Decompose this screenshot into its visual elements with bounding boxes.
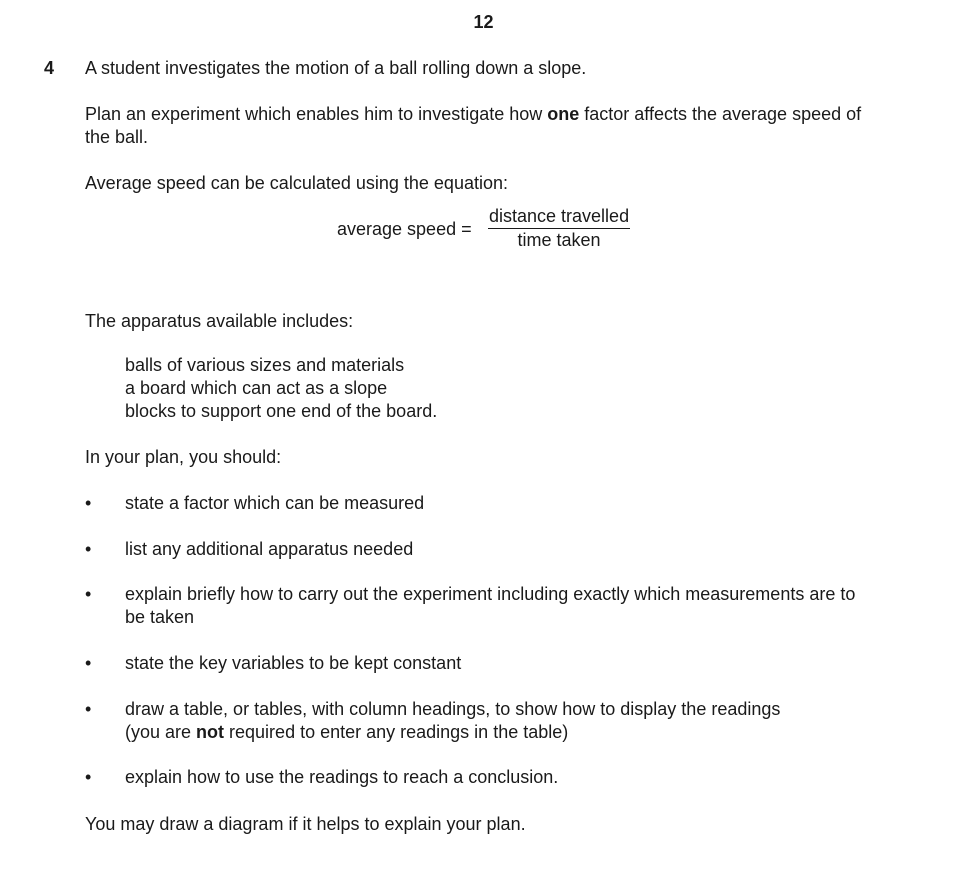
bullet-icon: • — [85, 584, 92, 604]
bullet-icon: • — [85, 699, 92, 719]
plan-requirements-intro: In your plan, you should: — [85, 447, 282, 467]
bullet-icon: • — [85, 653, 92, 673]
equation-fraction — [488, 205, 630, 252]
closing-instruction: You may draw a diagram if it helps to explain your plan. — [85, 814, 526, 834]
plan-suffix: factor affects the average speed of — [579, 104, 862, 124]
plan-prefix: Plan an experiment which enables him to investigate how — [85, 104, 548, 124]
note-emphasis: not — [196, 722, 225, 742]
requirement-item-continuation: be taken — [125, 607, 195, 627]
equation-lhs: average speed = — [337, 219, 472, 239]
requirement-item: state the key variables to be kept constant — [125, 653, 462, 673]
bullet-icon: • — [85, 493, 92, 513]
note-prefix: (you are — [125, 722, 197, 742]
plan-instruction-line2: the ball. — [85, 127, 149, 147]
requirement-item: explain briefly how to carry out the experiment including exactly which measurements are to — [125, 584, 856, 604]
plan-emphasis: one — [547, 104, 580, 124]
requirement-item: draw a table, or tables, with column headings, to show how to display the readings — [125, 699, 781, 719]
equation-intro: Average speed can be calculated using the equation: — [85, 173, 508, 193]
requirement-item: list any additional apparatus needed — [125, 539, 414, 559]
apparatus-item: a board which can act as a slope — [125, 378, 388, 398]
apparatus-item: blocks to support one end of the board. — [125, 401, 438, 421]
apparatus-intro: The apparatus available includes: — [85, 311, 354, 331]
note-suffix: required to enter any readings in the table) — [224, 722, 569, 742]
apparatus-item: balls of various sizes and materials — [125, 355, 405, 375]
plan-instruction — [85, 103, 861, 126]
bullet-icon: • — [85, 767, 92, 787]
bullet-icon: • — [85, 539, 92, 559]
requirement-item-continuation — [125, 721, 568, 744]
requirement-item: explain how to use the readings to reach a conclusion. — [125, 767, 559, 787]
requirement-item: state a factor which can be measured — [125, 493, 425, 513]
question-intro: A student investigates the motion of a ball rolling down a slope. — [85, 58, 587, 78]
equation-denominator: time taken — [517, 230, 601, 250]
question-number: 4 — [44, 58, 55, 78]
page-number: 12 — [473, 12, 494, 32]
equation-numerator: distance travelled — [488, 205, 630, 229]
